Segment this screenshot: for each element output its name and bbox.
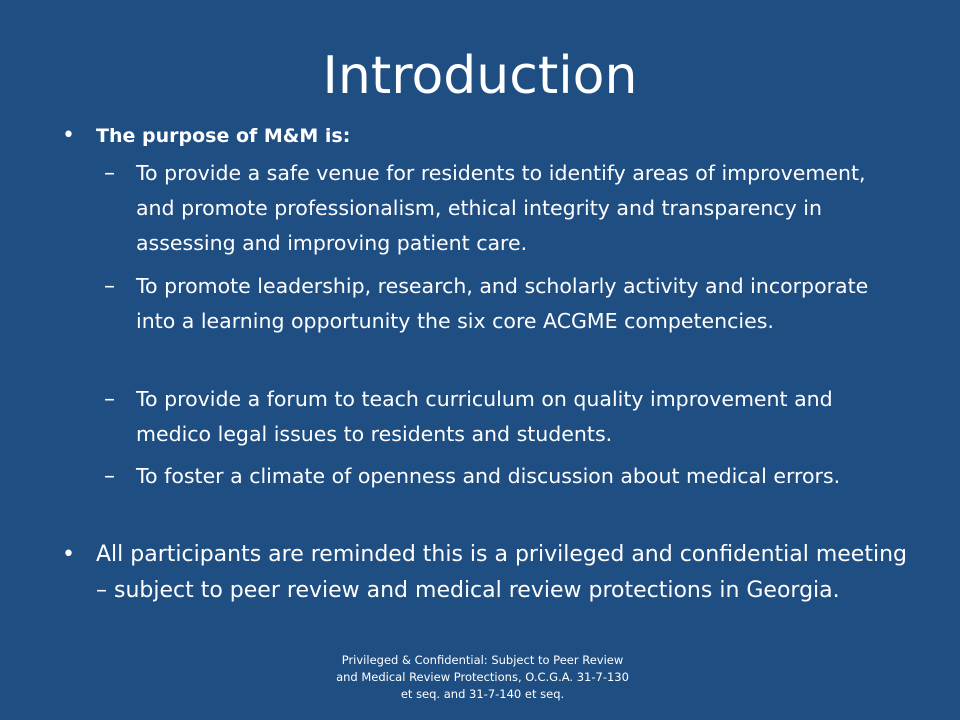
footer-disclaimer: Privileged & Confidential: Subject to Peer Review and Medical Review Protections, O.C.G.A. 31-7-130 et seq. and 31-7-140 et seq. [336, 653, 629, 701]
bullet-text: The purpose of M&M is: [96, 125, 351, 147]
dash-marker: – [104, 274, 115, 299]
sub-bullet-item [104, 459, 904, 495]
sub-bullet-text: To promote leadership, research, and scholarly activity and incorporate into a learning opportunity the six core ACGME competencies. [136, 274, 869, 333]
bullet-item-purpose [62, 118, 912, 154]
dash-marker: – [104, 464, 115, 489]
sub-bullet-text: To provide a forum to teach curriculum on quality improvement and medico legal issues to residents and students. [136, 387, 833, 446]
sub-bullet-item [104, 269, 904, 339]
bullet-marker: • [62, 123, 75, 148]
dash-marker: – [104, 161, 115, 186]
bullet-item-reminder [62, 537, 912, 609]
sub-bullet-item [104, 156, 904, 261]
sub-bullet-text: To provide a safe venue for residents to identify areas of improvement, and promote professionalism, ethical integrity and transparency in assessing and improving patient care. [136, 161, 866, 255]
dash-marker: – [104, 387, 115, 412]
slide-title: Introduction [322, 46, 638, 106]
bullet-text: All participants are reminded this is a privileged and confidential meeting – subject to peer review and medical review protections in Georgia. [96, 542, 907, 603]
sub-bullet-item [104, 382, 904, 452]
sub-bullet-text: To foster a climate of openness and discussion about medical errors. [136, 464, 841, 488]
bullet-marker: • [62, 542, 75, 567]
